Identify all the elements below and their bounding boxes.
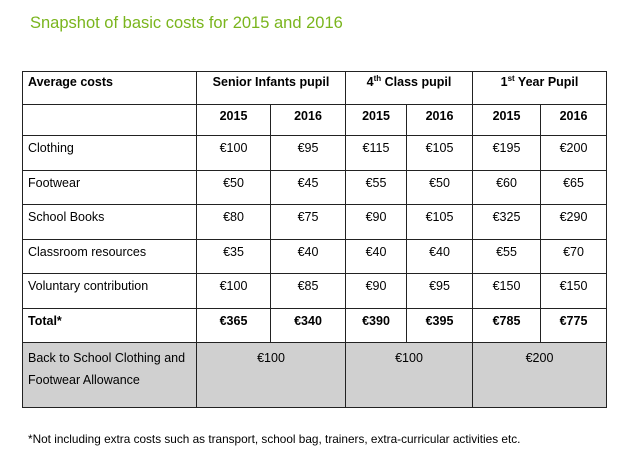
total-cell: €390 [346,308,407,343]
year-header: 2015 [197,105,271,136]
cost-cell: €95 [407,274,473,309]
total-label: Total* [23,308,197,343]
table-row [23,136,607,171]
year-header: 2016 [407,105,473,136]
total-cell: €365 [197,308,271,343]
row-label: Footwear [23,170,197,205]
cost-cell: €100 [197,136,271,171]
total-cell: €775 [541,308,607,343]
page-title: Snapshot of basic costs for 2015 and 2016 [30,14,343,32]
cost-cell: €40 [346,239,407,274]
cost-cell: €105 [407,136,473,171]
cost-cell: €45 [271,170,346,205]
cost-cell: €55 [346,170,407,205]
cost-cell: €40 [407,239,473,274]
total-cell: €340 [271,308,346,343]
total-cell: €785 [473,308,541,343]
cost-cell: €195 [473,136,541,171]
year-header: 2015 [346,105,407,136]
cost-cell: €325 [473,205,541,240]
cost-cell: €85 [271,274,346,309]
total-cell: €395 [407,308,473,343]
allowance-label: Back to School Clothing and Footwear Allowance [23,343,197,408]
year-header-row [23,105,607,136]
cost-cell: €50 [197,170,271,205]
year-header: 2015 [473,105,541,136]
cost-cell: €75 [271,205,346,240]
cost-cell: €40 [271,239,346,274]
row-label: School Books [23,205,197,240]
table-row [23,239,607,274]
allowance-cell: €200 [473,343,607,408]
cost-cell: €150 [473,274,541,309]
footnote: *Not including extra costs such as transport, school bag, trainers, extra-curricular activities etc. [28,432,521,446]
cost-cell: €115 [346,136,407,171]
cost-cell: €200 [541,136,607,171]
table-row [23,205,607,240]
allowance-cell: €100 [197,343,346,408]
cost-cell: €65 [541,170,607,205]
cost-cell: €55 [473,239,541,274]
cost-cell: €80 [197,205,271,240]
cost-cell: €90 [346,205,407,240]
cost-cell: €90 [346,274,407,309]
row-label: Classroom resources [23,239,197,274]
row-label: Clothing [23,136,197,171]
group-header-1st-year: 1st Year Pupil [473,72,607,105]
allowance-cell: €100 [346,343,473,408]
cost-cell: €95 [271,136,346,171]
year-header: 2016 [271,105,346,136]
group-header-senior-infants: Senior Infants pupil [197,72,346,105]
group-header-row [23,72,607,105]
row-header-label: Average costs [23,72,197,105]
cost-cell: €290 [541,205,607,240]
cost-table [22,71,607,408]
total-row [23,308,607,343]
allowance-row [23,343,607,408]
table-row [23,170,607,205]
empty-header-cell [23,105,197,136]
cost-cell: €60 [473,170,541,205]
cost-cell: €50 [407,170,473,205]
group-header-4th-class: 4th Class pupil [346,72,473,105]
row-label: Voluntary contribution [23,274,197,309]
table-row [23,274,607,309]
year-header: 2016 [541,105,607,136]
cost-cell: €35 [197,239,271,274]
cost-cell: €100 [197,274,271,309]
cost-cell: €105 [407,205,473,240]
cost-cell: €70 [541,239,607,274]
cost-cell: €150 [541,274,607,309]
